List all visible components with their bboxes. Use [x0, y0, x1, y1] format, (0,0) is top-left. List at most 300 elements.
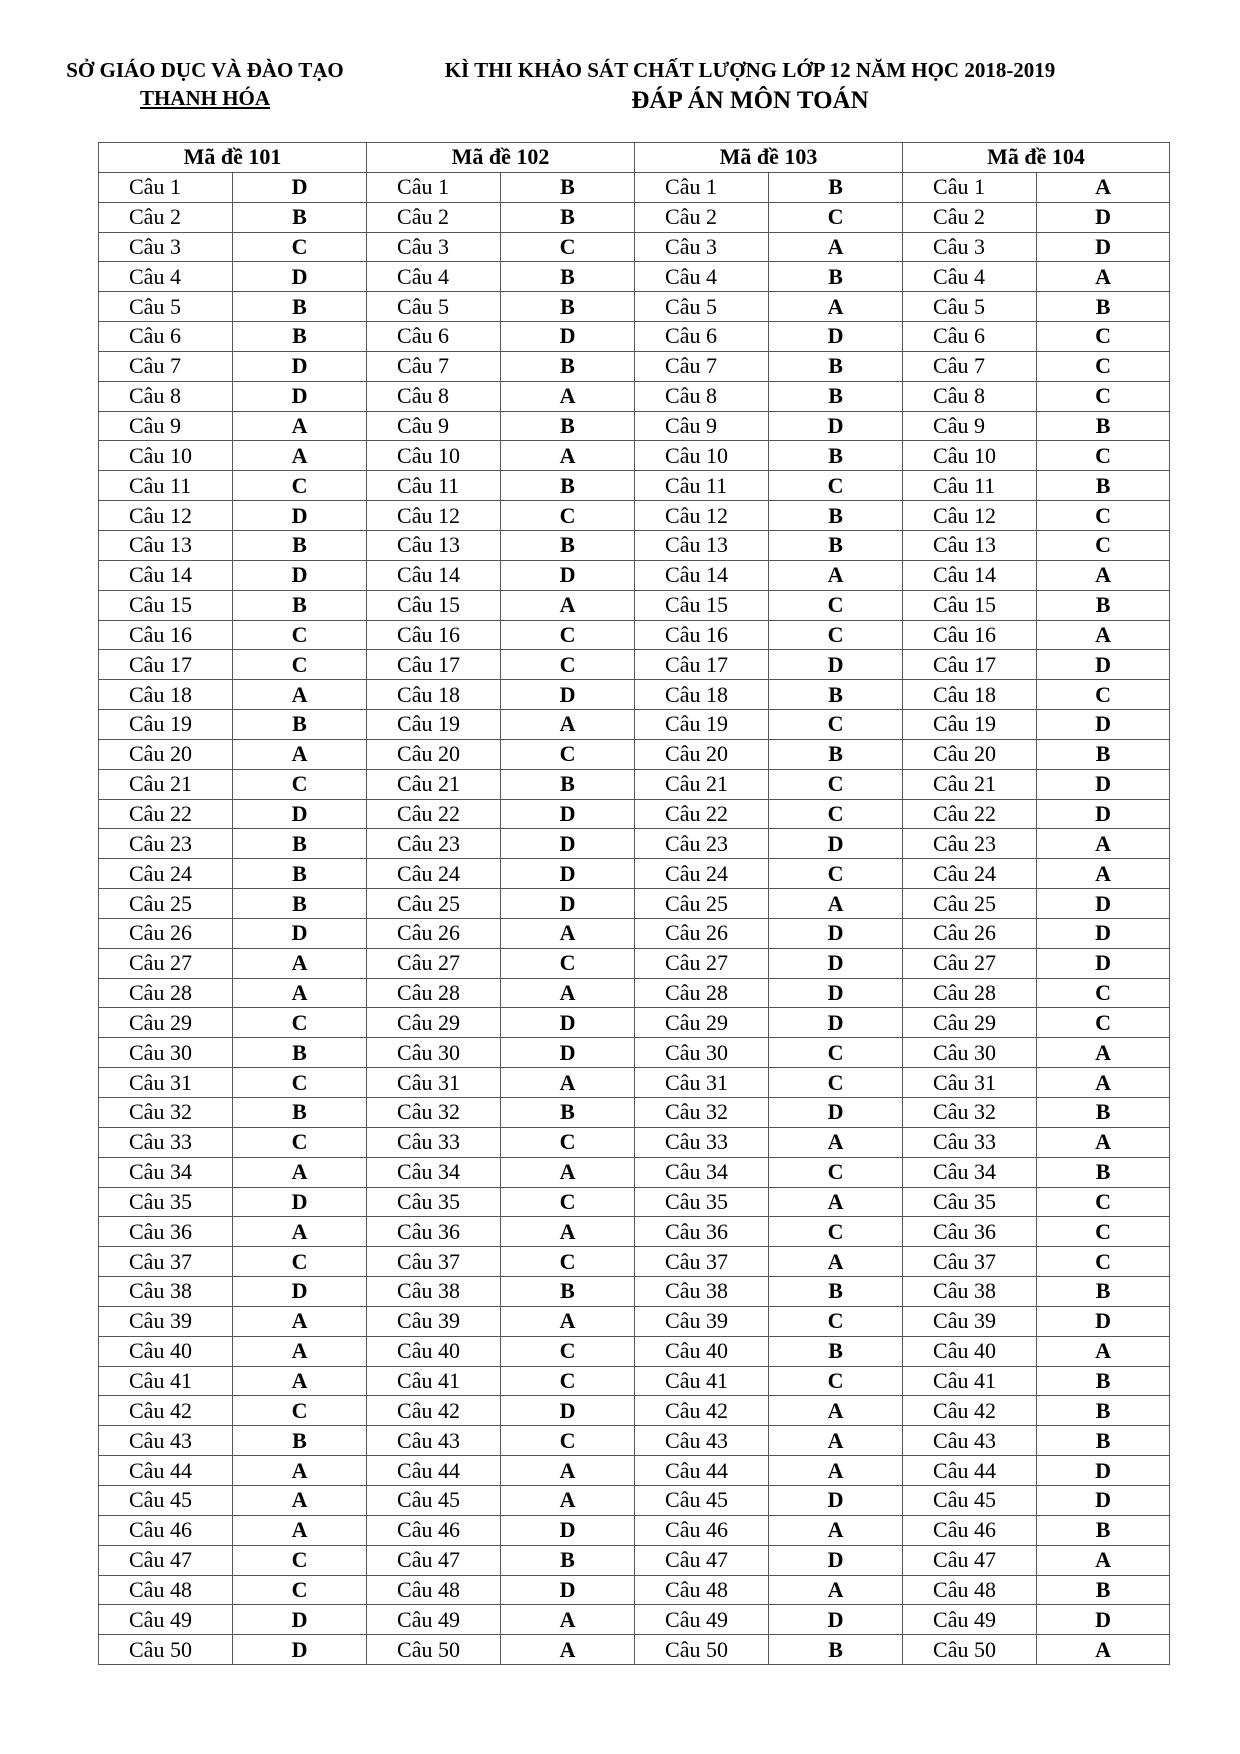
question-number: Câu 22: [99, 799, 233, 829]
answer-letter: D: [233, 351, 367, 381]
answer-letter: B: [501, 1098, 635, 1128]
answer-letter: D: [1037, 1456, 1170, 1486]
table-row: [99, 1515, 1170, 1545]
answer-letter: C: [769, 1217, 903, 1247]
question-number: Câu 20: [903, 739, 1037, 769]
question-number: Câu 32: [99, 1098, 233, 1128]
answer-letter: C: [233, 620, 367, 650]
answer-letter: A: [501, 441, 635, 471]
question-number: Câu 33: [367, 1127, 501, 1157]
answer-letter: A: [233, 1217, 367, 1247]
question-number: Câu 14: [635, 560, 769, 590]
question-number: Câu 17: [99, 650, 233, 680]
answer-letter: A: [233, 441, 367, 471]
question-number: Câu 13: [367, 530, 501, 560]
question-number: Câu 1: [367, 172, 501, 202]
question-number: Câu 26: [99, 918, 233, 948]
table-row: [99, 1098, 1170, 1128]
answer-letter: B: [233, 889, 367, 919]
question-number: Câu 50: [903, 1635, 1037, 1665]
table-row: [99, 1485, 1170, 1515]
answer-letter: D: [769, 322, 903, 352]
question-number: Câu 24: [99, 859, 233, 889]
answer-letter: D: [769, 1008, 903, 1038]
question-number: Câu 39: [903, 1306, 1037, 1336]
question-number: Câu 29: [903, 1008, 1037, 1038]
answer-letter: A: [501, 1217, 635, 1247]
answer-letter: B: [233, 202, 367, 232]
question-number: Câu 6: [367, 322, 501, 352]
answer-letter: C: [1037, 1008, 1170, 1038]
answer-letter: B: [769, 1277, 903, 1307]
answer-letter: B: [501, 1277, 635, 1307]
answer-letter: A: [233, 739, 367, 769]
answer-letter: A: [1037, 1068, 1170, 1098]
question-number: Câu 48: [635, 1575, 769, 1605]
question-number: Câu 36: [367, 1217, 501, 1247]
answer-letter: A: [1037, 1038, 1170, 1068]
question-number: Câu 45: [367, 1485, 501, 1515]
answer-letter: B: [769, 501, 903, 531]
answer-letter: D: [1037, 1485, 1170, 1515]
answer-letter: C: [1037, 322, 1170, 352]
answer-letter: C: [501, 948, 635, 978]
question-number: Câu 4: [635, 262, 769, 292]
question-number: Câu 34: [635, 1157, 769, 1187]
question-number: Câu 18: [635, 680, 769, 710]
answer-letter: D: [769, 411, 903, 441]
answer-letter: D: [501, 1038, 635, 1068]
exam-code-header: Mã đề 102: [367, 143, 635, 173]
answer-letter: D: [769, 1545, 903, 1575]
answer-letter: B: [1037, 1426, 1170, 1456]
answer-letter: A: [501, 1068, 635, 1098]
question-number: Câu 17: [367, 650, 501, 680]
answer-letter: B: [1037, 1157, 1170, 1187]
question-number: Câu 28: [635, 978, 769, 1008]
question-number: Câu 39: [367, 1306, 501, 1336]
question-number: Câu 46: [367, 1515, 501, 1545]
answer-letter: C: [1037, 978, 1170, 1008]
answer-letter: D: [1037, 918, 1170, 948]
question-number: Câu 1: [903, 172, 1037, 202]
table-row: [99, 381, 1170, 411]
answer-letter: C: [233, 232, 367, 262]
question-number: Câu 16: [367, 620, 501, 650]
question-number: Câu 5: [99, 292, 233, 322]
question-number: Câu 40: [635, 1336, 769, 1366]
question-number: Câu 43: [367, 1426, 501, 1456]
answer-letter: A: [769, 560, 903, 590]
answer-letter: A: [1037, 560, 1170, 590]
answer-letter: B: [233, 322, 367, 352]
answer-letter: A: [769, 1426, 903, 1456]
answer-letter: B: [1037, 292, 1170, 322]
question-number: Câu 30: [367, 1038, 501, 1068]
question-number: Câu 17: [635, 650, 769, 680]
question-number: Câu 30: [99, 1038, 233, 1068]
answer-letter: B: [233, 590, 367, 620]
question-number: Câu 16: [99, 620, 233, 650]
answer-letter: A: [233, 680, 367, 710]
question-number: Câu 5: [367, 292, 501, 322]
question-number: Câu 18: [903, 680, 1037, 710]
question-number: Câu 29: [367, 1008, 501, 1038]
question-number: Câu 19: [635, 710, 769, 740]
question-number: Câu 46: [99, 1515, 233, 1545]
question-number: Câu 6: [99, 322, 233, 352]
question-number: Câu 21: [903, 769, 1037, 799]
question-number: Câu 25: [367, 889, 501, 919]
table-row: [99, 1247, 1170, 1277]
answer-letter: A: [1037, 172, 1170, 202]
table-row: [99, 232, 1170, 262]
answer-letter: B: [501, 202, 635, 232]
table-row: [99, 739, 1170, 769]
answer-letter: B: [501, 351, 635, 381]
answer-letter: C: [233, 471, 367, 501]
answer-letter: D: [233, 1635, 367, 1665]
question-number: Câu 20: [635, 739, 769, 769]
answer-letter: C: [233, 1247, 367, 1277]
answer-letter: C: [769, 620, 903, 650]
table-row: [99, 530, 1170, 560]
exam-code-header: Mã đề 101: [99, 143, 367, 173]
answer-letter: B: [501, 769, 635, 799]
answer-letter: D: [233, 918, 367, 948]
table-row: [99, 1426, 1170, 1456]
answer-letter: C: [501, 1127, 635, 1157]
question-number: Câu 46: [635, 1515, 769, 1545]
question-number: Câu 31: [367, 1068, 501, 1098]
question-number: Câu 35: [99, 1187, 233, 1217]
answer-letter: B: [769, 262, 903, 292]
question-number: Câu 31: [635, 1068, 769, 1098]
question-number: Câu 37: [635, 1247, 769, 1277]
answer-letter: D: [769, 1098, 903, 1128]
answer-letter: A: [1037, 1336, 1170, 1366]
question-number: Câu 38: [367, 1277, 501, 1307]
question-number: Câu 41: [635, 1366, 769, 1396]
answer-letter: C: [501, 1366, 635, 1396]
question-number: Câu 36: [903, 1217, 1037, 1247]
answer-letter: D: [501, 1396, 635, 1426]
answer-letter: D: [1037, 650, 1170, 680]
table-row: [99, 620, 1170, 650]
question-number: Câu 12: [367, 501, 501, 531]
answer-letter: C: [769, 799, 903, 829]
answer-letter: C: [769, 769, 903, 799]
table-row: [99, 859, 1170, 889]
answer-letter: A: [233, 1306, 367, 1336]
answer-letter: D: [1037, 769, 1170, 799]
answer-letter: B: [769, 1635, 903, 1665]
table-row: [99, 680, 1170, 710]
answer-letter: D: [501, 889, 635, 919]
answer-letter: D: [1037, 710, 1170, 740]
question-number: Câu 39: [635, 1306, 769, 1336]
question-number: Câu 40: [367, 1336, 501, 1366]
answer-letter: D: [501, 799, 635, 829]
answer-letter: A: [233, 1366, 367, 1396]
exam-code-header: Mã đề 104: [903, 143, 1170, 173]
answer-letter: C: [233, 769, 367, 799]
answer-letter: C: [769, 1366, 903, 1396]
answer-letter: A: [501, 710, 635, 740]
question-number: Câu 37: [99, 1247, 233, 1277]
table-row: [99, 1277, 1170, 1307]
question-number: Câu 19: [367, 710, 501, 740]
question-number: Câu 7: [635, 351, 769, 381]
question-number: Câu 22: [635, 799, 769, 829]
question-number: Câu 37: [903, 1247, 1037, 1277]
answer-letter: D: [501, 1575, 635, 1605]
question-number: Câu 21: [635, 769, 769, 799]
table-row: [99, 1456, 1170, 1486]
question-number: Câu 33: [99, 1127, 233, 1157]
table-row: [99, 769, 1170, 799]
answer-letter: D: [1037, 1306, 1170, 1336]
question-number: Câu 34: [903, 1157, 1037, 1187]
question-number: Câu 14: [99, 560, 233, 590]
question-number: Câu 23: [367, 829, 501, 859]
question-number: Câu 35: [635, 1187, 769, 1217]
answer-letter: D: [769, 650, 903, 680]
answer-letter: D: [233, 501, 367, 531]
question-number: Câu 27: [903, 948, 1037, 978]
answer-letter: B: [769, 441, 903, 471]
question-number: Câu 20: [99, 739, 233, 769]
answer-letter: B: [233, 292, 367, 322]
question-number: Câu 26: [635, 918, 769, 948]
answer-letter: A: [501, 918, 635, 948]
question-number: Câu 33: [903, 1127, 1037, 1157]
question-number: Câu 44: [99, 1456, 233, 1486]
answer-letter: B: [501, 471, 635, 501]
answer-letter: A: [769, 1396, 903, 1426]
question-number: Câu 2: [635, 202, 769, 232]
answer-letter: A: [233, 1515, 367, 1545]
table-row: [99, 650, 1170, 680]
question-number: Câu 2: [903, 202, 1037, 232]
question-number: Câu 35: [903, 1187, 1037, 1217]
answer-letter: D: [501, 680, 635, 710]
question-number: Câu 11: [635, 471, 769, 501]
table-row: [99, 1127, 1170, 1157]
table-row: [99, 322, 1170, 352]
question-number: Câu 8: [903, 381, 1037, 411]
answer-letter: A: [233, 1456, 367, 1486]
question-number: Câu 5: [903, 292, 1037, 322]
answer-letter: D: [501, 1515, 635, 1545]
question-number: Câu 6: [635, 322, 769, 352]
question-number: Câu 22: [903, 799, 1037, 829]
answer-letter: C: [233, 1068, 367, 1098]
answer-letter: C: [501, 1187, 635, 1217]
answer-letter: C: [233, 1575, 367, 1605]
table-row: [99, 560, 1170, 590]
answer-letter: D: [233, 560, 367, 590]
question-number: Câu 34: [99, 1157, 233, 1187]
answer-letter: C: [769, 471, 903, 501]
question-number: Câu 2: [99, 202, 233, 232]
answer-letter: A: [1037, 1545, 1170, 1575]
table-row: [99, 978, 1170, 1008]
answer-letter: A: [769, 1575, 903, 1605]
question-number: Câu 29: [99, 1008, 233, 1038]
table-row: [99, 501, 1170, 531]
answer-letter: D: [769, 948, 903, 978]
question-number: Câu 15: [99, 590, 233, 620]
answer-letter: D: [233, 262, 367, 292]
answer-letter: C: [769, 710, 903, 740]
question-number: Câu 31: [903, 1068, 1037, 1098]
question-number: Câu 26: [367, 918, 501, 948]
answer-letter: A: [233, 1336, 367, 1366]
answer-letter: B: [233, 1426, 367, 1456]
answer-letter: A: [769, 1456, 903, 1486]
answer-letter: A: [501, 381, 635, 411]
question-number: Câu 37: [367, 1247, 501, 1277]
answer-letter: A: [501, 590, 635, 620]
question-number: Câu 50: [635, 1635, 769, 1665]
answer-letter: C: [1037, 1217, 1170, 1247]
answer-letter: A: [501, 1456, 635, 1486]
issuing-authority: [40, 56, 370, 112]
answer-letter: A: [501, 978, 635, 1008]
answer-letter: C: [769, 1306, 903, 1336]
answer-letter: D: [769, 978, 903, 1008]
document-title-block: [390, 56, 1110, 115]
question-number: Câu 45: [903, 1485, 1037, 1515]
question-number: Câu 10: [99, 441, 233, 471]
question-number: Câu 15: [903, 590, 1037, 620]
question-number: Câu 49: [99, 1605, 233, 1635]
question-number: Câu 4: [367, 262, 501, 292]
table-row: [99, 1635, 1170, 1665]
answer-letter: D: [1037, 1605, 1170, 1635]
question-number: Câu 32: [635, 1098, 769, 1128]
question-number: Câu 46: [903, 1515, 1037, 1545]
answer-letter: D: [1037, 948, 1170, 978]
answer-letter: C: [769, 1068, 903, 1098]
question-number: Câu 13: [635, 530, 769, 560]
table-row: [99, 1575, 1170, 1605]
question-number: Câu 10: [367, 441, 501, 471]
answer-letter: A: [769, 1127, 903, 1157]
question-number: Câu 7: [903, 351, 1037, 381]
question-number: Câu 42: [99, 1396, 233, 1426]
answer-letter: B: [233, 710, 367, 740]
question-number: Câu 4: [903, 262, 1037, 292]
answer-letter: B: [1037, 590, 1170, 620]
answer-letter: C: [501, 1336, 635, 1366]
answer-letter: C: [501, 1426, 635, 1456]
answer-letter: D: [233, 1187, 367, 1217]
answer-letter: B: [501, 172, 635, 202]
question-number: Câu 47: [903, 1545, 1037, 1575]
question-number: Câu 42: [903, 1396, 1037, 1426]
answer-letter: C: [1037, 351, 1170, 381]
answer-letter: C: [233, 1545, 367, 1575]
answer-letter: A: [1037, 620, 1170, 650]
table-row: [99, 829, 1170, 859]
question-number: Câu 14: [367, 560, 501, 590]
question-number: Câu 10: [903, 441, 1037, 471]
answer-letter: C: [1037, 1187, 1170, 1217]
answer-letter: A: [769, 1515, 903, 1545]
question-number: Câu 41: [903, 1366, 1037, 1396]
answer-letter: B: [769, 530, 903, 560]
answer-letter: A: [1037, 829, 1170, 859]
question-number: Câu 40: [99, 1336, 233, 1366]
answer-letter: D: [233, 1277, 367, 1307]
table-row: [99, 889, 1170, 919]
answer-letter: C: [1037, 1247, 1170, 1277]
answer-letter: D: [501, 1008, 635, 1038]
answer-letter: D: [769, 1485, 903, 1515]
question-number: Câu 33: [635, 1127, 769, 1157]
answer-letter: B: [233, 530, 367, 560]
question-number: Câu 15: [367, 590, 501, 620]
table-row: [99, 1068, 1170, 1098]
table-row: [99, 262, 1170, 292]
question-number: Câu 32: [903, 1098, 1037, 1128]
question-number: Câu 9: [367, 411, 501, 441]
question-number: Câu 11: [367, 471, 501, 501]
question-number: Câu 47: [635, 1545, 769, 1575]
answer-letter: B: [1037, 1396, 1170, 1426]
answer-letter: C: [1037, 680, 1170, 710]
answer-letter: B: [501, 262, 635, 292]
answer-letter: D: [501, 322, 635, 352]
answer-letter: D: [1037, 232, 1170, 262]
question-number: Câu 23: [635, 829, 769, 859]
answer-letter: A: [1037, 859, 1170, 889]
question-number: Câu 13: [903, 530, 1037, 560]
answer-letter: C: [1037, 441, 1170, 471]
table-row: [99, 1396, 1170, 1426]
question-number: Câu 21: [99, 769, 233, 799]
answer-letter: B: [233, 1098, 367, 1128]
answer-letter: B: [233, 829, 367, 859]
table-row: [99, 292, 1170, 322]
question-number: Câu 27: [367, 948, 501, 978]
answer-letter: C: [501, 620, 635, 650]
answer-letter: D: [501, 829, 635, 859]
answer-letter: A: [769, 889, 903, 919]
question-number: Câu 42: [367, 1396, 501, 1426]
answer-letter: A: [769, 1187, 903, 1217]
answer-letter: D: [1037, 202, 1170, 232]
answer-letter: A: [233, 411, 367, 441]
question-number: Câu 38: [635, 1277, 769, 1307]
table-row: [99, 471, 1170, 501]
question-number: Câu 24: [367, 859, 501, 889]
question-number: Câu 8: [99, 381, 233, 411]
question-number: Câu 6: [903, 322, 1037, 352]
answer-letter: C: [1037, 530, 1170, 560]
answer-letter: B: [1037, 1515, 1170, 1545]
answer-letter: D: [769, 1605, 903, 1635]
answer-letter: B: [769, 739, 903, 769]
table-row: [99, 1038, 1170, 1068]
question-number: Câu 15: [635, 590, 769, 620]
exam-title: KÌ THI KHẢO SÁT CHẤT LƯỢNG LỚP 12 NĂM HỌC 2018-2019: [444, 58, 1056, 82]
table-row: [99, 202, 1170, 232]
question-number: Câu 38: [99, 1277, 233, 1307]
question-number: Câu 9: [99, 411, 233, 441]
